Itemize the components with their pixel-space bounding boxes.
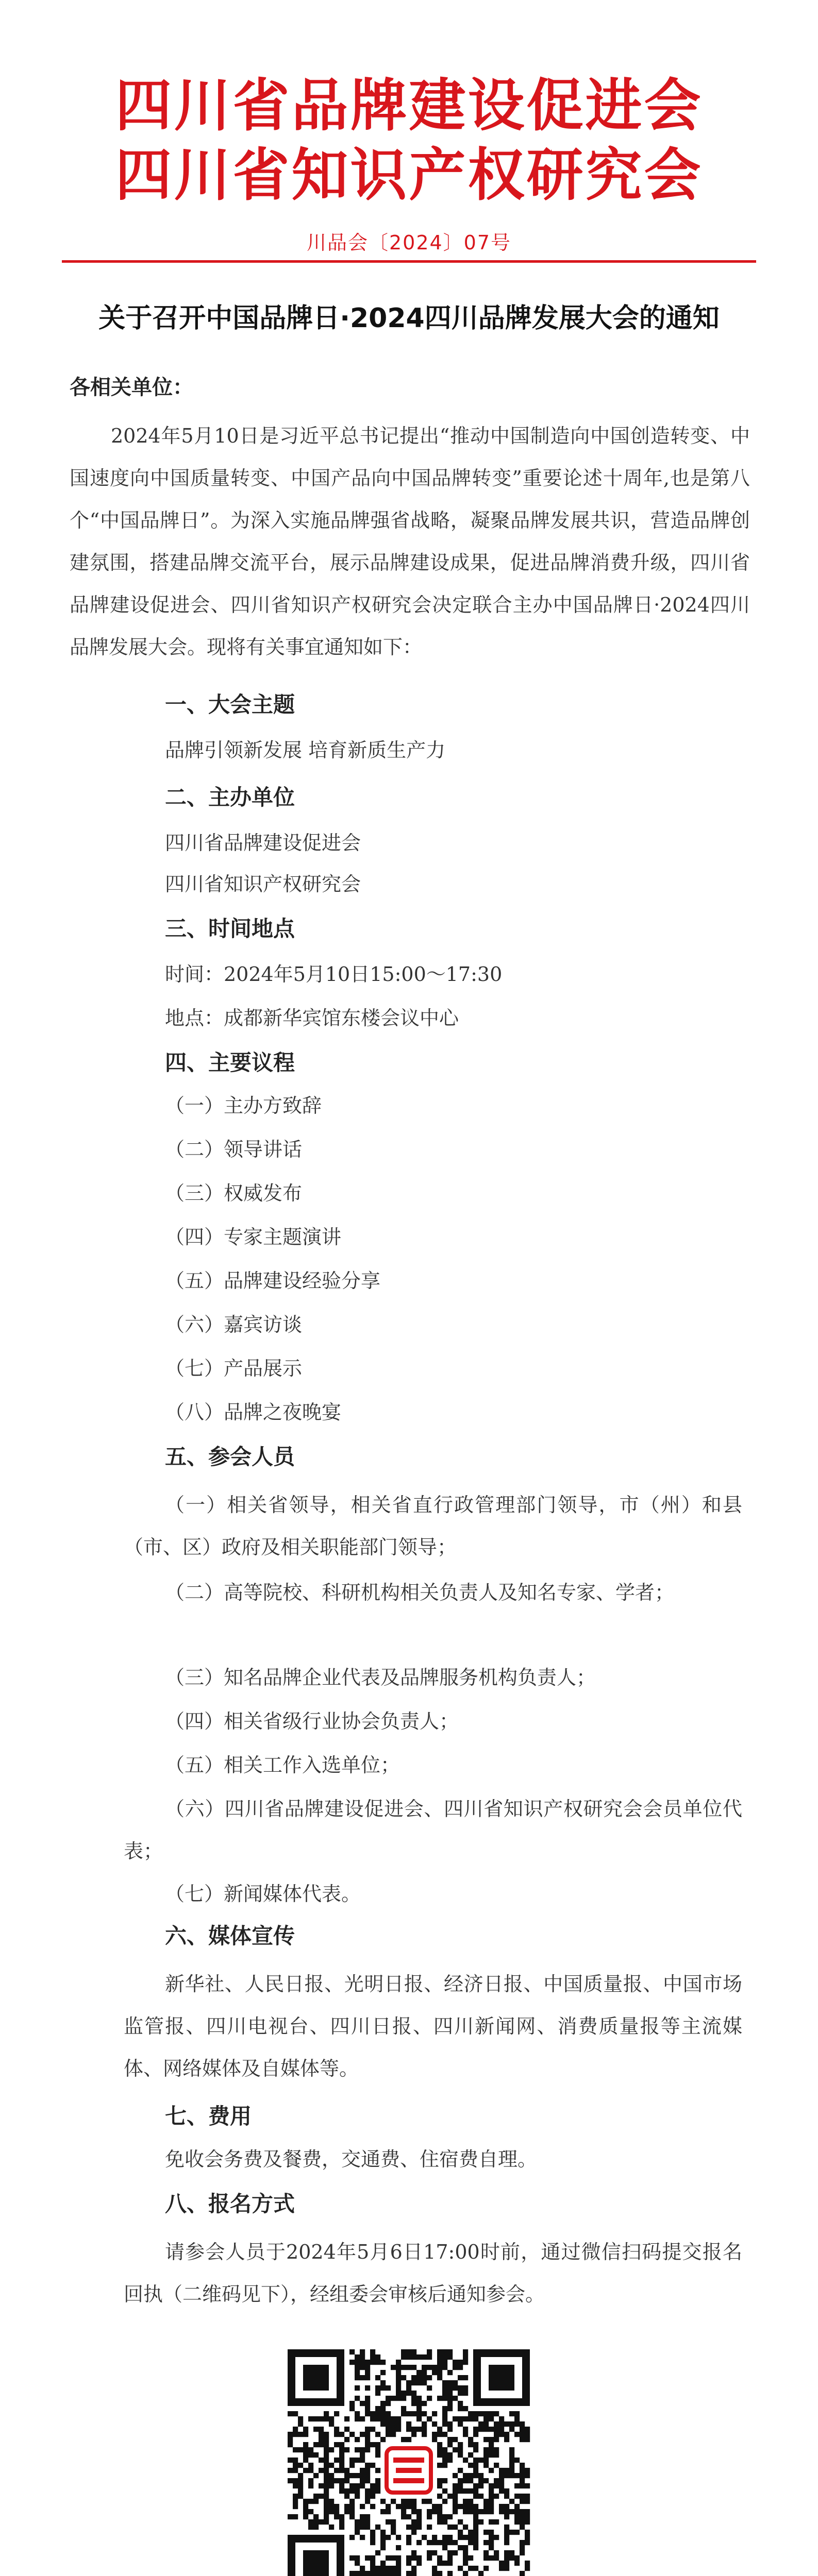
qr-finder-top-right <box>473 2349 530 2406</box>
section-3-heading: 三、时间地点 <box>165 916 295 941</box>
qr-center-logo-icon <box>383 2445 435 2496</box>
attendee-item: （三）知名品牌企业代表及品牌服务机构负责人； <box>165 1666 596 1689</box>
section-2-line: 四川省知识产权研究会 <box>165 873 361 895</box>
qr-finder-top-left <box>288 2349 344 2406</box>
qr-finder-bottom-left <box>288 2535 344 2576</box>
attendee-item: （一）相关省领导，相关省直行政管理部门领导，市（州）和县（市、区）政府及相关职能部门领导； <box>124 1494 742 1558</box>
agenda-item: （五）品牌建设经验分享 <box>165 1269 381 1292</box>
agenda-item: （六）嘉宾访谈 <box>165 1313 303 1336</box>
meeting-time: 时间：2024年5月10日15:00～17:30 <box>165 963 503 986</box>
media-paragraph: 新华社、人民日报、光明日报、经济日报、中国质量报、中国市场监管报、四川电视台、四川日报、四川新闻网、消费质量报等主流媒体、网络媒体及自媒体等。 <box>124 1973 742 2080</box>
fee-note: 免收会务费及餐费，交通费、住宿费自理。 <box>165 2148 538 2171</box>
section-1-heading: 一、大会主题 <box>165 692 295 717</box>
attendee-item: （二）高等院校、科研机构相关负责人及知名专家、学者； <box>165 1581 675 1604</box>
agenda-item: （二）领导讲话 <box>165 1138 303 1161</box>
agenda-item: （一）主办方致辞 <box>165 1094 322 1117</box>
section-7-heading: 七、费用 <box>165 2104 252 2129</box>
attendee-item: （六）四川省品牌建设促进会、四川省知识产权研究会会员单位代表； <box>124 1798 742 1862</box>
agenda-item: （七）产品展示 <box>165 1357 303 1380</box>
registration-qr-code[interactable] <box>282 2344 535 2576</box>
section-2-heading: 二、主办单位 <box>165 785 295 810</box>
agenda-item: （八）品牌之夜晚宴 <box>165 1401 342 1423</box>
attendee-item: （四）相关省级行业协会负责人； <box>165 1710 459 1733</box>
document-title: 关于召开中国品牌日·2024四川品牌发展大会的通知 <box>98 303 720 334</box>
agenda-item: （四）专家主题演讲 <box>165 1226 342 1248</box>
section-6-heading: 六、媒体宣传 <box>165 1923 295 1948</box>
attendee-item: （七）新闻媒体代表。 <box>165 1883 361 1905</box>
section-5-heading: 五、参会人员 <box>165 1444 295 1469</box>
section-8-heading: 八、报名方式 <box>165 2191 295 2216</box>
document-number: 川品会〔2024〕07号 <box>306 231 512 254</box>
header-org-2: 四川省知识产权研究会 <box>115 142 703 208</box>
agenda-item: （三）权威发布 <box>165 1182 303 1205</box>
meeting-location: 地点：成都新华宾馆东楼会议中心 <box>165 1007 459 1029</box>
section-2-line: 四川省品牌建设促进会 <box>165 832 361 854</box>
attendee-item: （五）相关工作入选单位； <box>165 1754 400 1776</box>
section-1-line: 品牌引领新发展 培育新质生产力 <box>165 739 446 761</box>
section-4-heading: 四、主要议程 <box>165 1050 295 1075</box>
registration-paragraph: 请参会人员于2024年5月6日17:00时前，通过微信扫码提交报名回执（二维码见下），经组委会审核后通知参会。 <box>124 2241 742 2306</box>
intro-paragraph: 2024年5月10日是习近平总书记提出“推动中国制造向中国创造转变、中国速度向中国质量转变、中国产品向中国品牌转变”重要论述十周年,也是第八个“中国品牌日”。为深入实施品牌强省战略，凝聚品牌发展共识，营造品牌创建氛围，搭建品牌交流平台，展示品牌建设成果，促进品牌消费升级，四川省品牌建设促进会、四川省知识产权研究会决定联合主办中国品牌日·2024四川品牌发展大会。现将有关事宜通知如下： <box>70 425 750 658</box>
greeting: 各相关单位： <box>70 376 193 399</box>
red-divider-line <box>62 260 756 263</box>
header-org-1: 四川省品牌建设促进会 <box>115 72 703 139</box>
